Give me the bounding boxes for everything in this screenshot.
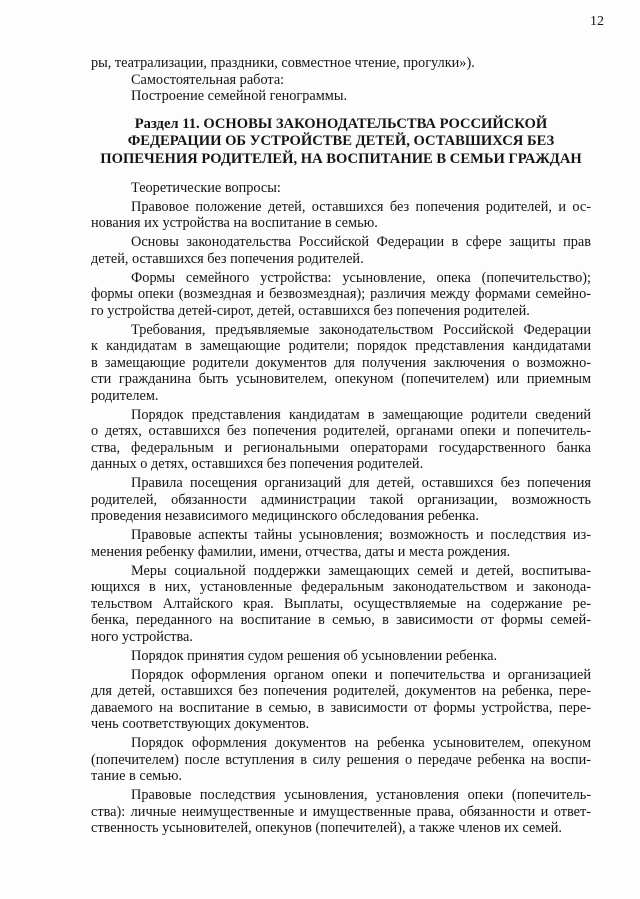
paragraph-line: Порядок оформления документов на ребенка усыновителем, опекуном: [131, 735, 591, 752]
paragraph-line: Требования, предъявляемые законодательством Российской Федерации: [131, 321, 591, 338]
paragraph: [91, 735, 591, 785]
section-heading: [91, 116, 591, 168]
paragraph-line: Формы семейного устройства: усыновление, опека (попечительство);: [131, 269, 591, 286]
paragraph-line: ственность усыновителей, опекунов (попечителей), а также членов их семей.: [91, 820, 563, 837]
page-content: [91, 55, 591, 837]
intro-line: Самостоятельная работа:: [131, 71, 285, 88]
paragraph-line: Правовые аспекты тайны усыновления; возможность и последствия из-: [131, 527, 591, 544]
paragraph-line: к кандидатам в замещающие родители; порядок представления кандидатами: [91, 338, 591, 355]
paragraph: [91, 475, 591, 525]
paragraph-line: чень соответствующих документов.: [91, 716, 310, 733]
paragraph-line: Порядок представления кандидатам в замещающие родители сведений: [131, 406, 591, 423]
paragraph-line: сти гражданина быть усыновителем, опекуном (попечителем) или приемным: [91, 371, 591, 388]
paragraph-line: родителем.: [91, 387, 159, 404]
paragraph-line: о детях, оставшихся без попечения родителей, органами опеки и попечитель-: [91, 423, 591, 440]
paragraph: [91, 648, 591, 665]
paragraph-line: менения ребенку фамилии, имени, отчества, даты и места рождения.: [91, 543, 511, 560]
paragraph-line: (попечителем) после вступления в силу решения о передаче ребенка на воспи-: [91, 751, 591, 768]
intro-block: [91, 55, 591, 105]
paragraph-line: ства, федеральным и региональными операторами государственного банка: [91, 439, 591, 456]
paragraph-line: для детей, оставшихся без попечения родителей, документов на ребенка, пере-: [91, 683, 591, 700]
paragraph-line: данных о детях, оставшихся без попечения родителей.: [91, 456, 424, 473]
paragraph-line: тание в семью.: [91, 768, 183, 785]
paragraph: [91, 563, 591, 646]
paragraph-line: Правила посещения организаций для детей, оставшихся без попечения: [131, 475, 591, 492]
paragraph-line: в замещающие родители документов для получения заключения о возможно-: [91, 354, 591, 371]
paragraph-line: Правовое положение детей, оставшихся без попечения родителей, и ос-: [131, 198, 591, 215]
paragraph-line: го устройства детей-сирот, детей, оставшихся без попечения родителей.: [91, 302, 530, 319]
intro-line: Построение семейной генограммы.: [131, 88, 348, 105]
paragraph-line: ного устройства.: [91, 628, 193, 645]
paragraph-line: родителей, обязанности администрации такой организации, возможность: [91, 491, 591, 508]
paragraph-line: детей, оставшихся без попечения родителей.: [91, 250, 364, 267]
section-heading-line: ПОПЕЧЕНИЯ РОДИТЕЛЕЙ, НА ВОСПИТАНИЕ В СЕМЬИ ГРАЖДАН: [100, 150, 582, 167]
paragraph: [91, 270, 591, 320]
paragraph-line: Меры социальной поддержки замещающих семей и детей, воспитыва-: [131, 562, 591, 579]
paragraph-line: Правовые последствия усыновления, установления опеки (попечитель-: [131, 787, 591, 804]
paragraph: [91, 180, 591, 197]
paragraph: [91, 234, 591, 267]
paragraph-line: ющихся в них, установленные федеральным законодательством и законода-: [91, 579, 591, 596]
paragraph-line: проведения независимого медицинского обследования ребенка.: [91, 508, 479, 525]
paragraph: [91, 787, 591, 837]
paragraph-line: формы опеки (возмездная и безвозмездная); различия между формами семейно-: [91, 286, 591, 303]
paragraph-line: Порядок оформления органом опеки и попечительства и организацией: [131, 666, 591, 683]
paragraph-line: даваемого на воспитание в семью, в зависимости от формы устройства, пере-: [91, 699, 591, 716]
section-heading-line: ФЕДЕРАЦИИ ОБ УСТРОЙСТВЕ ДЕТЕЙ, ОСТАВШИХСЯ БЕЗ: [127, 133, 555, 150]
section-heading-line: Раздел 11. ОСНОВЫ ЗАКОНОДАТЕЛЬСТВА РОССИЙСКОЙ: [134, 115, 548, 132]
paragraph: [91, 322, 591, 405]
paragraph: [91, 407, 591, 473]
paragraph-line: ства): личные неимущественные и имущественные права, обязанности и ответ-: [91, 803, 591, 820]
paragraph-line: Теоретические вопросы:: [131, 180, 281, 196]
paragraph-line: Порядок принятия судом решения об усыновлении ребенка.: [131, 647, 498, 664]
paragraph: [91, 527, 591, 560]
paragraph-line: нования их устройства на воспитание в семью.: [91, 215, 378, 232]
paragraph: [91, 199, 591, 232]
paragraph-line: бенка, переданного на воспитание в семью, в зависимости от формы семей-: [91, 612, 591, 629]
intro-line: ры, театрализации, праздники, совместное чтение, прогулки»).: [91, 55, 475, 71]
paragraph-line: тельством Алтайского края. Выплаты, осуществляемые на содержание ре-: [91, 595, 591, 612]
paragraph: [91, 667, 591, 733]
paragraph-line: Основы законодательства Российской Федерации в сфере защиты прав: [131, 234, 591, 251]
page-number: 12: [590, 14, 604, 29]
section-body: [91, 180, 591, 837]
